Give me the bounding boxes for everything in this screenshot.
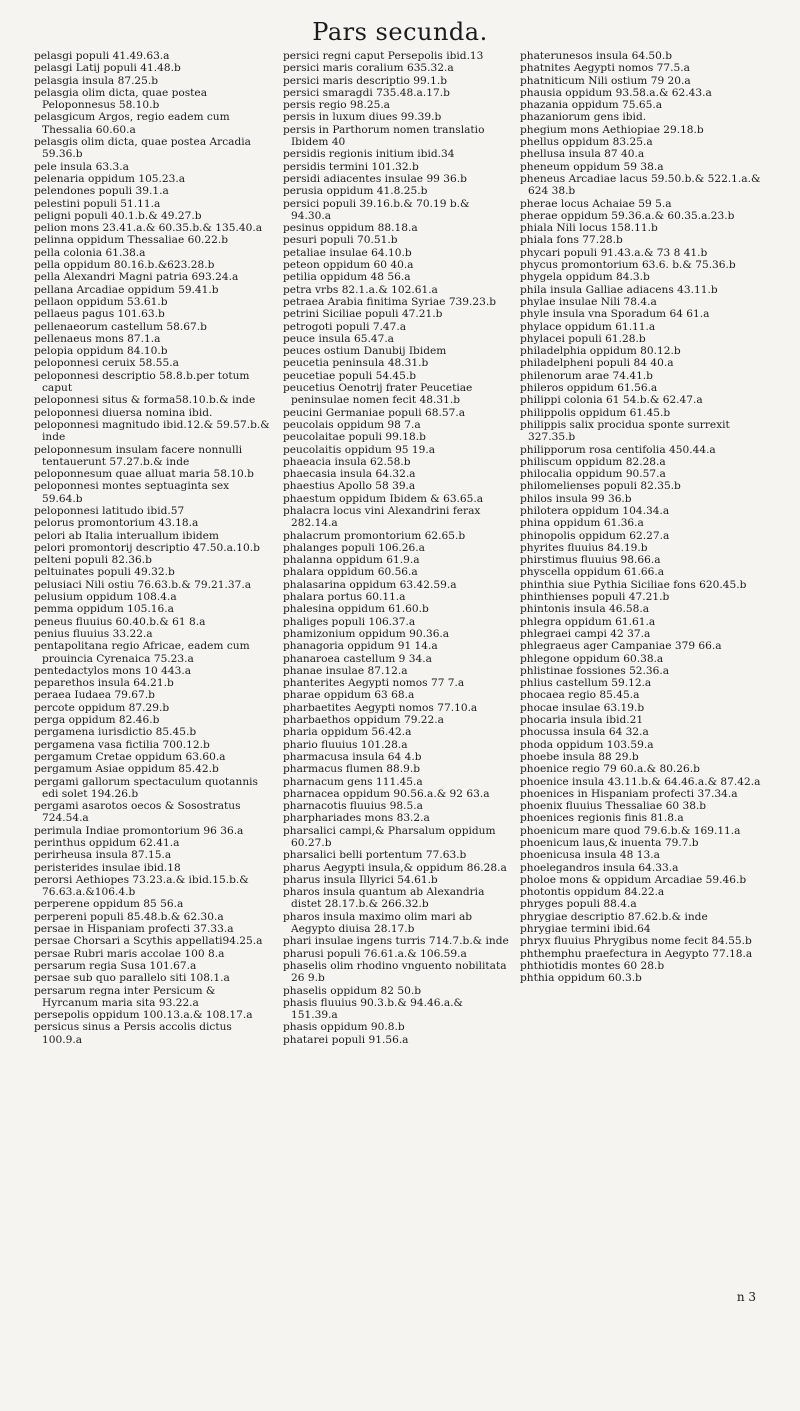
index-entry: persarum regna inter Persicum & Hyrcanum maria sita 93.22.a [34,984,216,1009]
index-entry: phinopolis oppidum 62.27.a [520,529,670,542]
index-entry: phoenicum laus,& inuenta 79.7.b [520,837,699,849]
index-entry: phryx fluuius Phrygibus nome fecit 84.55.b [520,935,752,948]
index-entry: peuces ostium Danubij Ibidem [283,345,447,358]
index-entry: pelorus promontorium 43.18.a [34,517,199,530]
index-entry: pelusium oppidum 108.4.a [34,591,177,604]
index-entry: philotera oppidum 104.34.a [520,504,670,517]
index-entry: pharbaetites Aegypti nomos 77.10.a [283,701,478,714]
index-entry: pergamum Cretae oppidum 63.60.a [34,750,226,763]
index-entry: phylacei populi 61.28.b [520,332,646,345]
index-entry: persis in luxum diues 99.39.b [283,111,442,124]
index-entry: phlistinae fossiones 52.36.a [520,664,670,677]
index-entry: pelenaria oppidum 105.23.a [34,172,186,185]
index-entry: peucolaitis oppidum 95 19.a [283,443,436,456]
index-entry: persae in Hispaniam profecti 37.33.a [34,923,234,936]
index-entry: pelendones populi 39.1.a [34,185,169,198]
index-entry: pergami gallorum spectaculum quotannis edi solet 194.26.b [34,775,258,800]
index-entry: pelusiaci Nili ostiu 76.63.b.& 79.21.37.a [34,578,252,591]
index-entry: pella colonia 61.38.a [34,246,146,259]
index-entry: pheneus Arcadiae lacus 59.50.b.& 522.1.a.& 624 38.b [520,172,761,198]
index-entry: phaliges populi 106.37.a [283,615,416,628]
index-entry: pelasgi populi 41.49.63.a [34,50,170,62]
index-entry: photontis oppidum 84.22.a [520,886,665,899]
index-entry: perusia oppidum 41.8.25.b [283,185,428,198]
index-entry: phalanges populi 106.26.a [283,541,425,554]
index-entry: pergamena iurisdictio 85.45.b [34,726,197,739]
index-entry: persepolis oppidum 100.13.a.& 108.17.a [34,1009,253,1022]
index-entry: phaselis olim rhodino vnguento nobilitata 26 9.b [283,959,507,985]
index-entry: phatnites Aegypti nomos 77.5.a [520,62,690,75]
index-entry: phazaniorum gens ibid. [520,111,647,124]
index-entry: phaestum oppidum Ibidem & 63.65.a [283,492,484,505]
index-entry: philippi colonia 61 54.b.& 62.47.a [520,394,703,407]
index-entry: persici smaragdi 735.48.a.17.b [283,86,450,99]
index-entry: phryges populi 88.4.a [520,898,637,911]
index-entry: phocaria insula ibid.21 [520,714,644,727]
index-entry: phila insula Galliae adiacens 43.11.b [520,283,718,296]
index-entry: pelori promontorij descriptio 47.50.a.10.b [34,541,260,554]
index-column-3 [520,50,776,985]
index-entry: phazania oppidum 75.65.a [520,99,663,112]
index-entry: persae Chorsari a Scythis appellati94.25.a [34,935,263,948]
index-entry: persarum regia Susa 101.67.a [34,959,197,972]
index-entry: pella oppidum 80.16.b.&623.28.b [34,259,215,272]
index-entry: pellenaeus mons 87.1.a [34,332,161,345]
index-entry: phoebe insula 88 29.b [520,750,639,763]
signature-mark: n 3 [736,1290,756,1304]
index-entry: phalacrum promontorium 62.65.b [283,529,466,542]
index-entry: peparethos insula 64.21.b [34,677,174,690]
index-entry: pentedactylos mons 10 443.a [34,664,192,677]
index-entry: phlegone oppidum 60.38.a [520,652,664,665]
index-entry: persae sub quo parallelo siti 108.1.a [34,972,230,985]
index-entry: peucetiae populi 54.45.b [283,369,417,382]
index-entry: phalasarina oppidum 63.42.59.a [283,578,457,591]
index-entry: philocalia oppidum 90.57.a [520,468,666,481]
index-entry: phthia oppidum 60.3.b [520,972,642,985]
index-entry: pergamena vasa fictilia 700.12.b [34,738,210,751]
index-entry: phileros oppidum 61.56.a [520,382,658,395]
index-entry: pesuri populi 70.51.b [283,234,398,247]
index-entry: philos insula 99 36.b [520,492,632,505]
index-entry: philiscum oppidum 82.28.a [520,455,666,468]
index-entry: pharus Aegypti insula,& oppidum 86.28.a [283,861,507,874]
index-entry: phthemphu praefectura in Aegypto 77.18.a [520,947,753,960]
index-entry: phausia oppidum 93.58.a.& 62.43.a [520,86,712,99]
index-entry: peucetia peninsula 48.31.b [283,357,429,370]
index-entry: perirheusa insula 87.15.a [34,849,172,862]
index-entry: persis in Parthorum nomen translatio Ibidem 40 [283,123,485,149]
index-entry: phiala Nili locus 158.11.b [520,222,658,235]
index-entry: perga oppidum 82.46.b [34,714,160,727]
index-entry: pharnacum gens 111.45.a [283,775,423,788]
index-entry: pelasgis olim dicta, quae postea Arcadia 59.36.b [34,136,251,161]
index-entry: phycari populi 91.43.a.& 73 8 41.b [520,246,708,259]
index-entry: phoenicum mare quod 79.6.b.& 169.11.a [520,824,741,837]
index-entry: phanaroea castellum 9 34.a [283,652,432,665]
index-entry: phaselis oppidum 82 50.b [283,984,422,997]
index-entry: petrini Siciliae populi 47.21.b [283,308,443,321]
index-entry: persicus sinus a Persis accolis dictus 100.9.a [34,1021,232,1046]
index-entry: peraea Iudaea 79.67.b [34,689,155,702]
index-entry: phthiotidis montes 60 28.b [520,959,665,972]
index-entry: pergami asarotos oecos & Sosostratus 724.54.a [34,800,241,825]
index-entry: philipporum rosa centifolia 450.44.a [520,443,716,456]
index-entry: peteon oppidum 60 40.a [283,259,414,272]
index-entry: pella Alexandri Magni patria 693.24.a [34,271,239,284]
index-entry: phocaea regio 85.45.a [520,689,640,702]
page-title: Pars secunda. [312,18,488,46]
index-entry: phrygiae descriptio 87.62.b.& inde [520,910,708,923]
index-entry: pemma oppidum 105.16.a [34,603,174,616]
index-entry: peucolais oppidum 98 7.a [283,418,421,431]
index-entry: pharae oppidum 63 68.a [283,689,415,702]
index-entry: pelestini populi 51.11.a [34,197,161,210]
index-entry: peloponnesum insulam facere nonnulli tentauerunt 57.27.b.& inde [34,443,243,468]
index-entry: phamizonium oppidum 90.36.a [283,627,450,640]
index-entry: pharmacusa insula 64 4.b [283,750,422,763]
index-entry: pelopia oppidum 84.10.b [34,345,168,358]
index-entry: petraea Arabia finitima Syriae 739.23.b [283,295,497,308]
index-entry: phasis oppidum 90.8.b [283,1021,405,1034]
index-entry: pellana Arcadiae oppidum 59.41.b [34,283,219,296]
index-entry: pharnacotis fluuius 98.5.a [283,800,423,813]
index-entry: phlegraeus ager Campaniae 379 66.a [520,640,722,653]
index-entry: persici populi 39.16.b.& 70.19 b.& 94.30.a [283,197,470,222]
index-entry: phatarei populi 91.56.a [283,1033,409,1046]
index-entry: persidis termini 101.32.b [283,160,419,173]
index-entry: phocae insulae 63.19.b [520,701,645,714]
index-entry: phario fluuius 101.28.a [283,738,408,751]
index-entry: pharphariades mons 83.2.a [283,812,430,825]
index-entry: phanae insulae 87.12.a [283,664,408,677]
index-entry: phintonis insula 46.58.a [520,603,650,616]
index-entry: peloponnesi montes septuaginta sex 59.64.b [34,480,230,505]
index-entry: phinthia siue Pythia Siciliae fons 620.45.b [520,578,747,591]
index-entry: pelasgia insula 87.25.b [34,74,159,87]
index-entry: pelori ab Italia interuallum ibidem [34,529,219,542]
index-entry: pheneum oppidum 59 38.a [520,160,664,173]
index-entry: phanterites Aegypti nomos 77 7.a [283,677,465,690]
index-entry: phyle insula vna Sporadum 64 61.a [520,308,710,321]
index-entry: phoda oppidum 103.59.a [520,738,654,751]
index-entry: phalacra locus vini Alexandrini ferax 282.14.a [283,504,481,530]
index-entry: philippolis oppidum 61.45.b [520,406,671,419]
index-entry: phoenice regio 79 60.a.& 80.26.b [520,763,700,776]
index-entry: phlius castellum 59.12.a [520,677,652,690]
index-entry: pharmacus flumen 88.9.b [283,763,421,776]
index-entry: persici maris descriptio 99.1.b [283,74,448,87]
index-entry: perimula Indiae promontorium 96 36.a [34,824,244,837]
index-entry: peloponnesi latitudo ibid.57 [34,504,185,517]
index-entry: perpereni populi 85.48.b.& 62.30.a [34,910,224,923]
index-entry: peucetius Oenotrij frater Peucetiae peninsulae nomen fecit 48.31.b [283,382,473,407]
index-entry: phygela oppidum 84.3.b [520,271,650,284]
index-entry: pellaeus pagus 101.63.b [34,308,165,321]
index-entry: phlegra oppidum 61.61.a [520,615,656,628]
index-entry: phatniticum Nili ostium 79 20.a [520,74,691,87]
index-entry: perperene oppidum 85 56.a [34,898,184,911]
index-entry: pharsalici belli portentum 77.63.b [283,849,467,862]
index-entry: petra vrbs 82.1.a.& 102.61.a [283,283,438,296]
index-entry: pharos insula maximo olim mari ab Aegypto diuisa 28.17.b [283,910,473,936]
index-entry: pherae oppidum 59.36.a.& 60.35.a.23.b [520,209,735,222]
index-entry: pesinus oppidum 88.18.a [283,222,418,235]
index-entry: phanagoria oppidum 91 14.a [283,640,438,653]
index-entry: peloponnesi diuersa nomina ibid. [34,406,213,419]
index-entry: pharsalici campi,& Pharsalum oppidum 60.27.b [283,824,496,849]
index-entry: peloponnesi ceruix 58.55.a [34,357,179,370]
index-entry: pentapolitana regio Africae, eadem cum prouincia Cyrenaica 75.23.a [34,640,250,665]
index-entry: petrogoti populi 7.47.a [283,320,407,333]
index-entry: petilia oppidum 48 56.a [283,271,411,284]
index-entry: phalara oppidum 60.56.a [283,566,418,579]
index-entry: phellus oppidum 83.25.a [520,136,653,149]
index-entry: phylace oppidum 61.11.a [520,320,656,333]
index-entry: perinthus oppidum 62.41.a [34,837,180,849]
index-entry: percote oppidum 87.29.b [34,701,170,714]
index-entry: phaecasia insula 64.32.a [283,468,416,481]
index-entry: pharnacea oppidum 90.56.a.& 92 63.a [283,787,490,800]
index-entry: peuce insula 65.47.a [283,332,394,345]
index-entry: persis regio 98.25.a [283,99,391,112]
index-entry: phycus promontorium 63.6. b.& 75.36.b [520,259,736,272]
index-entry: pharusi populi 76.61.a.& 106.59.a [283,947,467,960]
index-entry: phasis fluuius 90.3.b.& 94.46.a.& 151.39.a [283,996,463,1022]
index-entry: peristerides insulae ibid.18 [34,861,181,874]
index-entry: philippis salix procidua sponte surrexit 327.35.b [520,418,730,444]
index-entry: phylae insulae Nili 78.4.a [520,295,657,308]
index-entry: peucini Germaniae populi 68.57.a [283,406,466,419]
index-entry: pharbaethos oppidum 79.22.a [283,714,444,727]
index-entry: phaestius Apollo 58 39.a [283,480,416,493]
index-entry: pellenaeorum castellum 58.67.b [34,320,207,333]
index-entry: pholoe mons & oppidum Arcadiae 59.46.b [520,873,747,886]
index-entry: persidi adiacentes insulae 99 36.b [283,172,467,185]
index-entry: pellaon oppidum 53.61.b [34,295,168,308]
index-entry: phirstimus fluuius 98.66.a [520,554,661,567]
index-entry: peltuinates populi 49.32.b [34,566,175,579]
index-entry: phoenicusa insula 48 13.a [520,849,660,862]
index-entry: philadelpheni populi 84 40.a [520,357,674,370]
index-entry: philenorum arae 74.41.b [520,369,653,382]
index-entry: phinthienses populi 47.21.b [520,591,670,604]
index-entry: phegium mons Aethiopiae 29.18.b [520,123,704,136]
index-entry: phalanna oppidum 61.9.a [283,554,420,567]
index-entry: pele insula 63.3.a [34,160,129,173]
index-entry: phina oppidum 61.36.a [520,517,644,530]
index-entry: pelion mons 23.41.a.& 60.35.b.& 135.40.a [34,222,263,235]
index-entry: pharus insula Illyrici 54.61.b [283,873,438,886]
index-entry: persici maris coralium 635.32.a [283,62,454,75]
index-entry: pelteni populi 82.36.b [34,554,152,567]
index-entry: peucolaitae populi 99.18.b [283,431,426,444]
index-entry: peligni populi 40.1.b.& 49.27.b [34,209,202,222]
index-entry: phrygiae termini ibid.64 [520,923,651,936]
index-entry: penius fluuius 33.22.a [34,627,153,640]
index-entry: pergamum Asiae oppidum 85.42.b [34,763,219,776]
index-entry: pherae locus Achaiae 59 5.a [520,197,672,210]
index-entry: phoenix fluuius Thessaliae 60 38.b [520,800,707,813]
index-entry: peneus fluuius 60.40.b.& 61 8.a [34,615,206,628]
index-entry: phiala fons 77.28.b [520,234,623,247]
index-entry: physcella oppidum 61.66.a [520,566,665,579]
index-entry: peloponnesi magnitudo ibid.12.& 59.57.b.& inde [34,418,270,444]
index-entry: phalara portus 60.11.a [283,591,406,604]
index-entry: pelasgicum Argos, regio eadem cum Thessalia 60.60.a [34,111,230,136]
index-column-2 [283,50,509,1046]
index-entry: pelinna oppidum Thessaliae 60.22.b [34,234,229,247]
index-entry: phoelegandros insula 64.33.a [520,861,679,874]
index-entry: phocussa insula 64 32.a [520,726,649,739]
index-entry: peloponnesi descriptio 58.8.b.per totum caput [34,369,250,395]
index-entry: phoenice insula 43.11.b.& 64.46.a.& 87.42.a [520,775,761,788]
index-entry: phlegraei campi 42 37.a [520,627,651,640]
index-entry: persae Rubri maris accolae 100 8.a [34,947,225,960]
index-entry: phyrites fluuius 84.19.b [520,541,648,554]
index-entry: phari insulae ingens turris 714.7.b.& inde [283,935,509,948]
index-entry: pelasgia olim dicta, quae postea Peloponnesus 58.10.b [34,86,208,112]
index-entry: peloponnesi situs & forma58.10.b.& inde [34,394,256,407]
index-entry: phoenices regionis finis 81.8.a [520,812,684,825]
index-entry: pharia oppidum 56.42.a [283,726,412,739]
index-entry: phaeacia insula 62.58.b [283,455,411,468]
index-column-1 [34,50,272,1046]
index-entry: phaterunesos insula 64.50.b [520,50,673,62]
index-entry: persici regni caput Persepolis ibid.13 [283,50,484,62]
index-entry: pharos insula quantum ab Alexandria distet 28.17.b.& 266.32.b [283,886,485,911]
index-entry: phoenices in Hispaniam profecti 37.34.a [520,787,738,800]
index-entry: phellusa insula 87 40.a [520,148,645,161]
index-entry: persidis regionis initium ibid.34 [283,148,455,161]
index-entry: pelasgi Latij populi 41.48.b [34,62,181,75]
index-entry: phalesina oppidum 61.60.b [283,603,429,616]
index-entry: petaliae insulae 64.10.b [283,246,412,259]
index-entry: perorsi Aethiopes 73.23.a.& ibid.15.b.& 76.63.a.&106.4.b [34,873,249,899]
index-entry: peloponnesum quae alluat maria 58.10.b [34,468,254,481]
index-entry: philomelienses populi 82.35.b [520,480,681,493]
index-entry: philadelphia oppidum 80.12.b [520,345,681,358]
